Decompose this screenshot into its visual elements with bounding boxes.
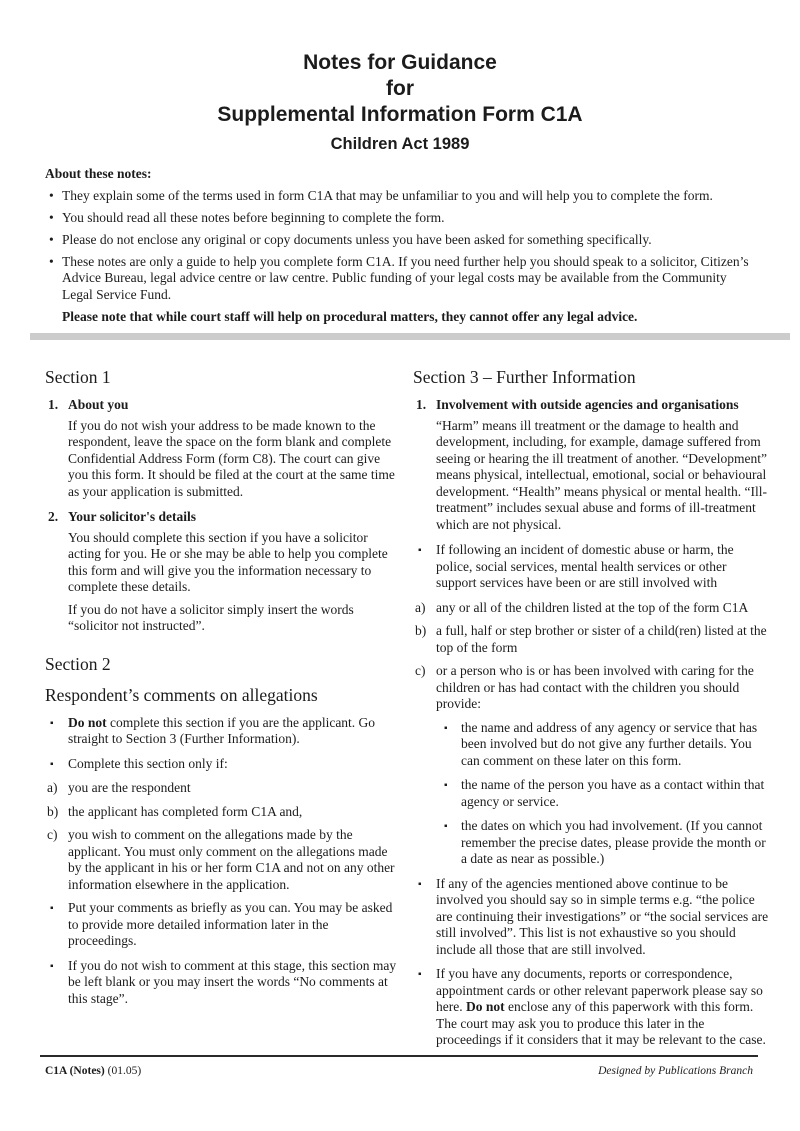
left-column [45,366,397,1057]
title-block [0,50,800,154]
section-2-list-item-a [45,780,397,797]
about-notes-bullet-1-text: They explain some of the terms used in form C1A that may be unfamiliar to you and will help you to complete the form. [62,187,713,203]
square-bullet-icon: ▪ [50,717,54,729]
two-column-body [45,366,770,1057]
bullet-text: the name of the person you have as a contact within that agency or service. [461,777,765,809]
about-notes-bullet-3 [45,232,757,249]
list-text: the applicant has completed form C1A and, [68,803,303,819]
round-bullet-icon: • [49,253,54,269]
title-act-line: Children Act 1989 [330,135,470,153]
item-body: If you do not have a solicitor simply insert the words “solicitor not instructed”. [68,601,354,633]
section-divider-bar [30,333,790,340]
section-3-list-item-a [413,600,770,617]
item-title: About you [68,397,129,412]
bullet-text: Complete this section only if: [68,755,228,771]
footer-rule [40,1055,758,1057]
bullet-text: If you do not wish to comment at this stage, this section may be left blank or you may insert the words “No comments at this stage”. [68,957,397,1006]
list-label: c) [47,827,58,842]
square-bullet-icon: ▪ [444,821,448,832]
section-2-list-item-c [45,827,397,893]
section-3-list-item-c [413,663,770,713]
round-bullet-icon: • [49,187,54,203]
item-number: 1. [48,397,59,412]
footer-credit: Designed by Publications Branch [598,1065,753,1077]
list-text: you wish to comment on the allegations made by the applicant. You must only comment on the allegations made by the applicant in his or her form C1A and not on any other information elsewhere in the application. [68,827,395,892]
list-text: you are the respondent [68,780,191,795]
about-notes-bullet-1 [45,188,757,205]
round-bullet-icon: • [49,209,54,225]
bullet-text: If any of the agencies mentioned above continue to be involved you should say so in simple terms e.g. “the police are continuing their investigations” or “the social services are still involved”. This list is not exhaustive so you should include all those that are still involved. [436,875,769,957]
square-bullet-icon: ▪ [418,545,422,556]
item-body: “Harm” means ill treatment or the damage to health and development, including, for example, damage suffered from seeing or hearing the ill treatment of another. “Development” means physical, intellectual, emotional, social or behavioural development. “Health” means physical or mental health. “Ill-treatment” includes sexual abuse and forms of ill-treatment which are not physical. [436,417,768,532]
item-body: If you do not wish your address to be made known to the respondent, leave the space on the form blank and complete Confidential Address Form (form C8). The court can give you this form. It should be filed at the court at the same time as your application is submitted. [68,417,395,499]
bullet-text: complete this section if you are the applicant. Go straight to Section 3 (Further Information). [68,714,376,746]
square-bullet-icon: ▪ [50,758,54,770]
list-text: a full, half or step brother or sister of a child(ren) listed at the top of the form [436,623,767,655]
section-3-subbullet-agency-name [413,720,770,770]
bullet-text: enclose any of this paperwork with this form. The court may ask you to produce this later in the proceedings if it considers that it may be relevant to the case. [436,999,766,1047]
about-notes-bullet-4-text: These notes are only a guide to help you complete form C1A. If you need further help you should speak to a solicitor, Citizen’s Advice Bureau, legal advice centre or law centre. Public funding of your legal costs may be available from the Community Legal Service Fund. [62,253,749,302]
item-number: 1. [416,397,427,412]
footer-form-version: (01.05) [104,1065,142,1077]
section-2-bullet-complete-only-if [45,756,397,773]
section-2-bullet-no-comment [45,958,397,1008]
section-2-subheading: Respondent’s comments on allegations [45,684,318,705]
about-these-notes-section [45,166,757,325]
bullet-bold-text: Do not [465,999,505,1014]
section-1-item-about-you [45,397,397,500]
title-line-3: Supplemental Information Form C1A [217,103,583,126]
title-line-2: for [386,77,414,100]
square-bullet-icon: ▪ [50,903,54,914]
about-notes-heading: About these notes: [45,166,152,181]
bullet-text: the name and address of any agency or service that has been involved but do not give any further details. You can comment on these later on this form. [461,719,758,768]
list-label: a) [415,599,426,615]
section-3-heading: Section 3 – Further Information [413,367,636,387]
about-notes-bullet-4 [45,254,757,304]
section-3-bullet-incident [413,542,770,592]
title-line-1: Notes for Guidance [303,51,497,74]
item-body: You should complete this section if you have a solicitor acting for you. He or she may be able to help you complete this form and will give you the information necessary to complete these details. [68,529,388,594]
square-bullet-icon: ▪ [444,722,448,734]
square-bullet-icon: ▪ [418,969,422,980]
section-3-bullet-agencies-continue [413,876,770,959]
section-2-list-item-b [45,804,397,821]
item-number: 2. [48,509,59,524]
section-1-heading: Section 1 [45,367,111,387]
about-notes-bullet-2-text: You should read all these notes before beginning to complete the form. [62,209,445,225]
square-bullet-icon: ▪ [444,780,448,791]
list-label: b) [415,623,427,638]
section-2-heading: Section 2 [45,653,111,674]
bullet-text: Put your comments as briefly as you can. You may be asked to provide more detailed information later in the proceedings. [68,900,393,948]
section-2-bullet-do-not [45,715,397,748]
right-column [413,366,770,1057]
list-label: a) [47,780,58,795]
section-2-bullet-brief-comments [45,900,397,950]
square-bullet-icon: ▪ [50,960,54,972]
section-1-item-solicitor-details [45,509,397,635]
section-3-item-involvement [413,397,770,533]
section-3-subbullet-dates [413,818,770,868]
item-title: Your solicitor's details [68,509,196,524]
round-bullet-icon: • [49,231,54,247]
list-text: or a person who is or has been involved with caring for the children or has had contact with the children you should provide: [436,663,754,711]
list-text: any or all of the children listed at the top of the form C1A [436,599,749,615]
section-3-list-item-b [413,623,770,656]
square-bullet-icon: ▪ [418,878,422,890]
bullet-text: If you have any documents, reports or correspondence, appointment cards or other relevant paperwork please say so here. [436,966,763,1014]
section-3-bullet-documents [413,966,770,1049]
list-label: b) [47,803,59,819]
bullet-text: If following an incident of domestic abuse or harm, the police, social services, mental health services or other support services have been or are still involved with [436,542,734,590]
footer-form-reference [45,1064,141,1078]
bullet-text: the dates on which you had involvement. (If you cannot remember the precise dates, please provide the month or a date as near as possible.) [461,818,766,866]
about-notes-bullet-2 [45,210,757,227]
about-notes-bullet-3-text: Please do not enclose any original or copy documents unless you have been asked for something specifically. [62,231,652,247]
list-label: c) [415,663,426,678]
legal-advice-note: Please note that while court staff will help on procedural matters, they cannot offer any legal advice. [62,308,638,324]
footer-form-code: C1A (Notes) [45,1065,105,1077]
item-title: Involvement with outside agencies and organisations [436,397,739,412]
bullet-bold-text: Do not [68,714,107,730]
section-3-subbullet-contact-name [413,777,770,810]
footer [45,1064,753,1078]
